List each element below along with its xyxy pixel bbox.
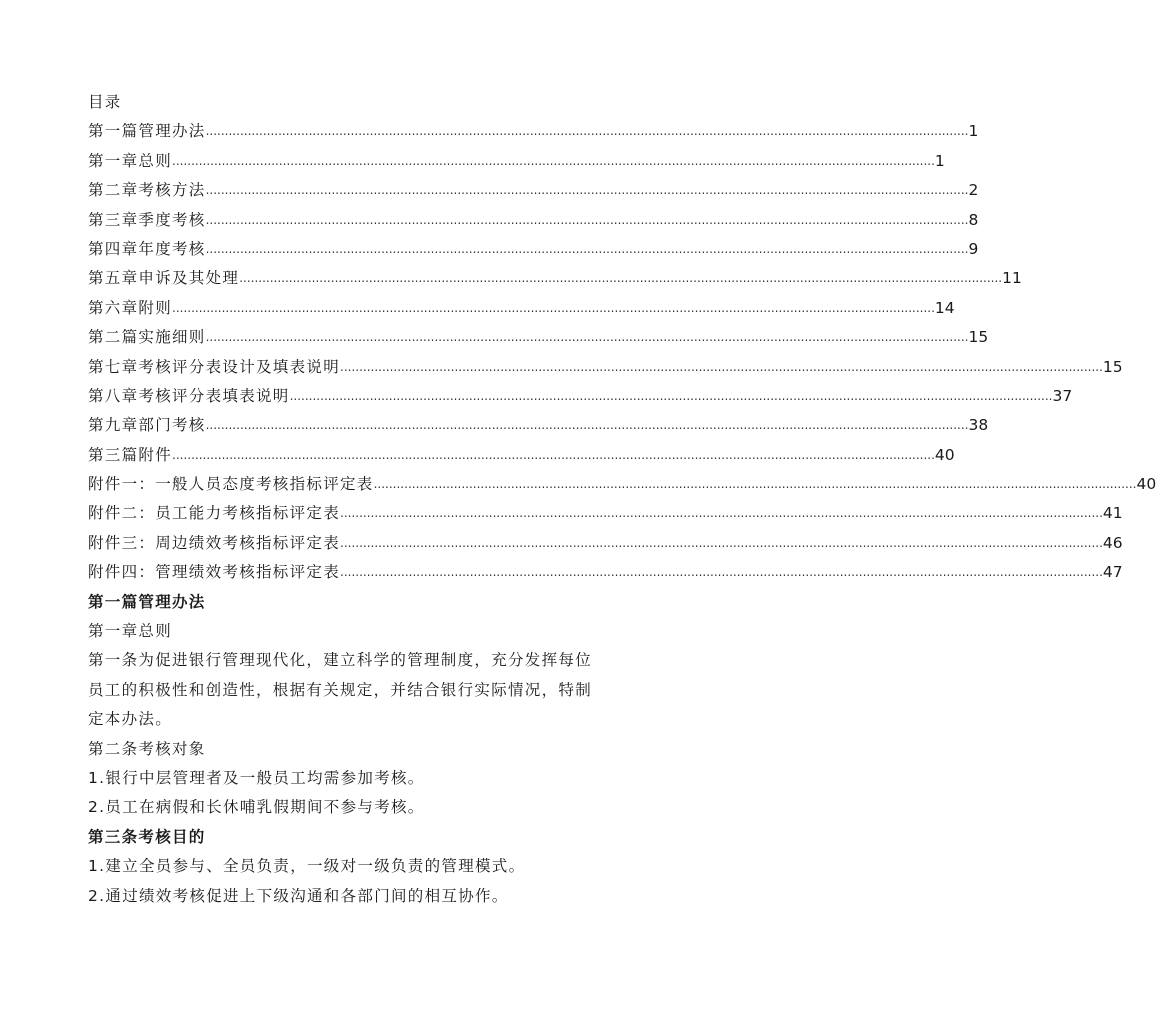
document-page: [88, 88, 1156, 911]
article-2-item: 1.银行中层管理者及一般员工均需参加考核。: [88, 768, 425, 787]
toc-entry-title: 第二章考核方法: [88, 181, 206, 200]
toc-leader-dots: ........................................................................................................................................................................................................: [373, 477, 1137, 492]
toc-leader-dots: ........................................................................................................................................................................................................: [172, 153, 935, 168]
toc-entry-title: 第二篇实施细则: [88, 328, 206, 347]
toc-entry-title: 第三章季度考核: [88, 210, 206, 229]
toc-entry-title: 第六章附则: [88, 298, 173, 317]
article-1-line: 员工的积极性和创造性，根据有关规定，并结合银行实际情况，特制: [88, 680, 593, 699]
toc-entry-title: 附件四：管理绩效考核指标评定表: [88, 563, 341, 582]
toc-leader-dots: ........................................................................................................................................................................................................: [172, 447, 935, 462]
toc-leader-dots: ........................................................................................................................................................................................................: [205, 330, 969, 345]
toc-entry[interactable]: [88, 470, 1156, 499]
toc-leader-dots: ........................................................................................................................................................................................................: [205, 124, 969, 139]
toc-entry[interactable]: [88, 147, 945, 176]
toc-entry[interactable]: [88, 558, 1123, 587]
toc-entry[interactable]: [88, 176, 979, 205]
article-3-item: 1.建立全员参与、全员负责，一级对一级负责的管理模式。: [88, 857, 526, 876]
article-2-title: 第二条考核对象: [88, 739, 206, 758]
article-1-line: 定本办法。: [88, 710, 173, 729]
toc-leader-dots: ........................................................................................................................................................................................................: [205, 241, 969, 256]
toc-entry-title: 第一篇管理办法: [88, 122, 206, 141]
toc-entry-title: 附件三：周边绩效考核指标评定表: [88, 533, 341, 552]
toc-title: 目录: [88, 93, 122, 111]
toc-entry[interactable]: [88, 353, 1123, 382]
toc-leader-dots: ........................................................................................................................................................................................................: [289, 388, 1053, 403]
toc-entry-page: 40: [934, 445, 955, 464]
toc-entry[interactable]: [88, 411, 989, 440]
toc-entry-page: 38: [968, 416, 989, 435]
toc-leader-dots: ........................................................................................................................................................................................................: [340, 359, 1103, 374]
article-3-item: 2.通过绩效考核促进上下级沟通和各部门间的相互协作。: [88, 886, 509, 905]
toc-entry-page: 1: [934, 151, 945, 170]
toc-entry[interactable]: [88, 382, 1073, 411]
toc-entry-page: 41: [1102, 504, 1123, 523]
toc-entry-page: 11: [1002, 269, 1022, 288]
toc-entry[interactable]: [88, 264, 1022, 293]
toc-entry[interactable]: [88, 499, 1123, 528]
toc-entry[interactable]: [88, 294, 955, 323]
article-3-title: 第三条考核目的: [88, 827, 206, 846]
chapter-heading: 第一章总则: [88, 622, 173, 641]
toc-entry-page: 40: [1136, 475, 1156, 494]
toc-leader-dots: ........................................................................................................................................................................................................: [340, 535, 1103, 550]
toc-entry-page: 2: [968, 181, 979, 200]
toc-entry-title: 第三篇附件: [88, 445, 173, 464]
article-1-line: 第一条为促进银行管理现代化，建立科学的管理制度，充分发挥每位: [88, 651, 593, 670]
toc-entry[interactable]: [88, 206, 979, 235]
toc-leader-dots: ........................................................................................................................................................................................................: [340, 506, 1103, 521]
toc-entry-page: 1: [968, 122, 979, 141]
toc-entry-title: 第九章部门考核: [88, 416, 206, 435]
toc-entry-title: 附件一：一般人员态度考核指标评定表: [88, 475, 374, 494]
toc-entry-title: 第四章年度考核: [88, 239, 206, 258]
toc-entry-title: 第五章申诉及其处理: [88, 269, 240, 288]
toc-entry-page: 46: [1102, 533, 1123, 552]
toc-entry-page: 15: [1102, 357, 1123, 376]
table-of-contents: [88, 117, 1156, 587]
toc-entry-title: 附件二：员工能力考核指标评定表: [88, 504, 341, 523]
toc-entry-page: 14: [934, 298, 955, 317]
toc-entry-page: 15: [968, 328, 989, 347]
toc-entry-title: 第一章总则: [88, 151, 173, 170]
toc-entry[interactable]: [88, 235, 979, 264]
toc-entry[interactable]: [88, 441, 955, 470]
toc-entry[interactable]: [88, 529, 1123, 558]
toc-entry-page: 37: [1052, 386, 1073, 405]
toc-entry-page: 47: [1102, 563, 1123, 582]
toc-entry-page: 9: [968, 239, 979, 258]
toc-entry-title: 第七章考核评分表设计及填表说明: [88, 357, 341, 376]
toc-leader-dots: ........................................................................................................................................................................................................: [205, 183, 969, 198]
toc-entry-title: 第八章考核评分表填表说明: [88, 386, 290, 405]
toc-leader-dots: ........................................................................................................................................................................................................: [205, 212, 969, 227]
toc-leader-dots: ........................................................................................................................................................................................................: [239, 271, 1003, 286]
toc-leader-dots: ........................................................................................................................................................................................................: [172, 300, 935, 315]
article-2-item: 2.员工在病假和长休哺乳假期间不参与考核。: [88, 798, 425, 817]
toc-entry-page: 8: [968, 210, 979, 229]
toc-entry[interactable]: [88, 323, 989, 352]
part-heading: 第一篇管理办法: [88, 592, 206, 611]
toc-leader-dots: ........................................................................................................................................................................................................: [340, 565, 1103, 580]
toc-leader-dots: ........................................................................................................................................................................................................: [205, 418, 969, 433]
toc-entry[interactable]: [88, 117, 979, 146]
